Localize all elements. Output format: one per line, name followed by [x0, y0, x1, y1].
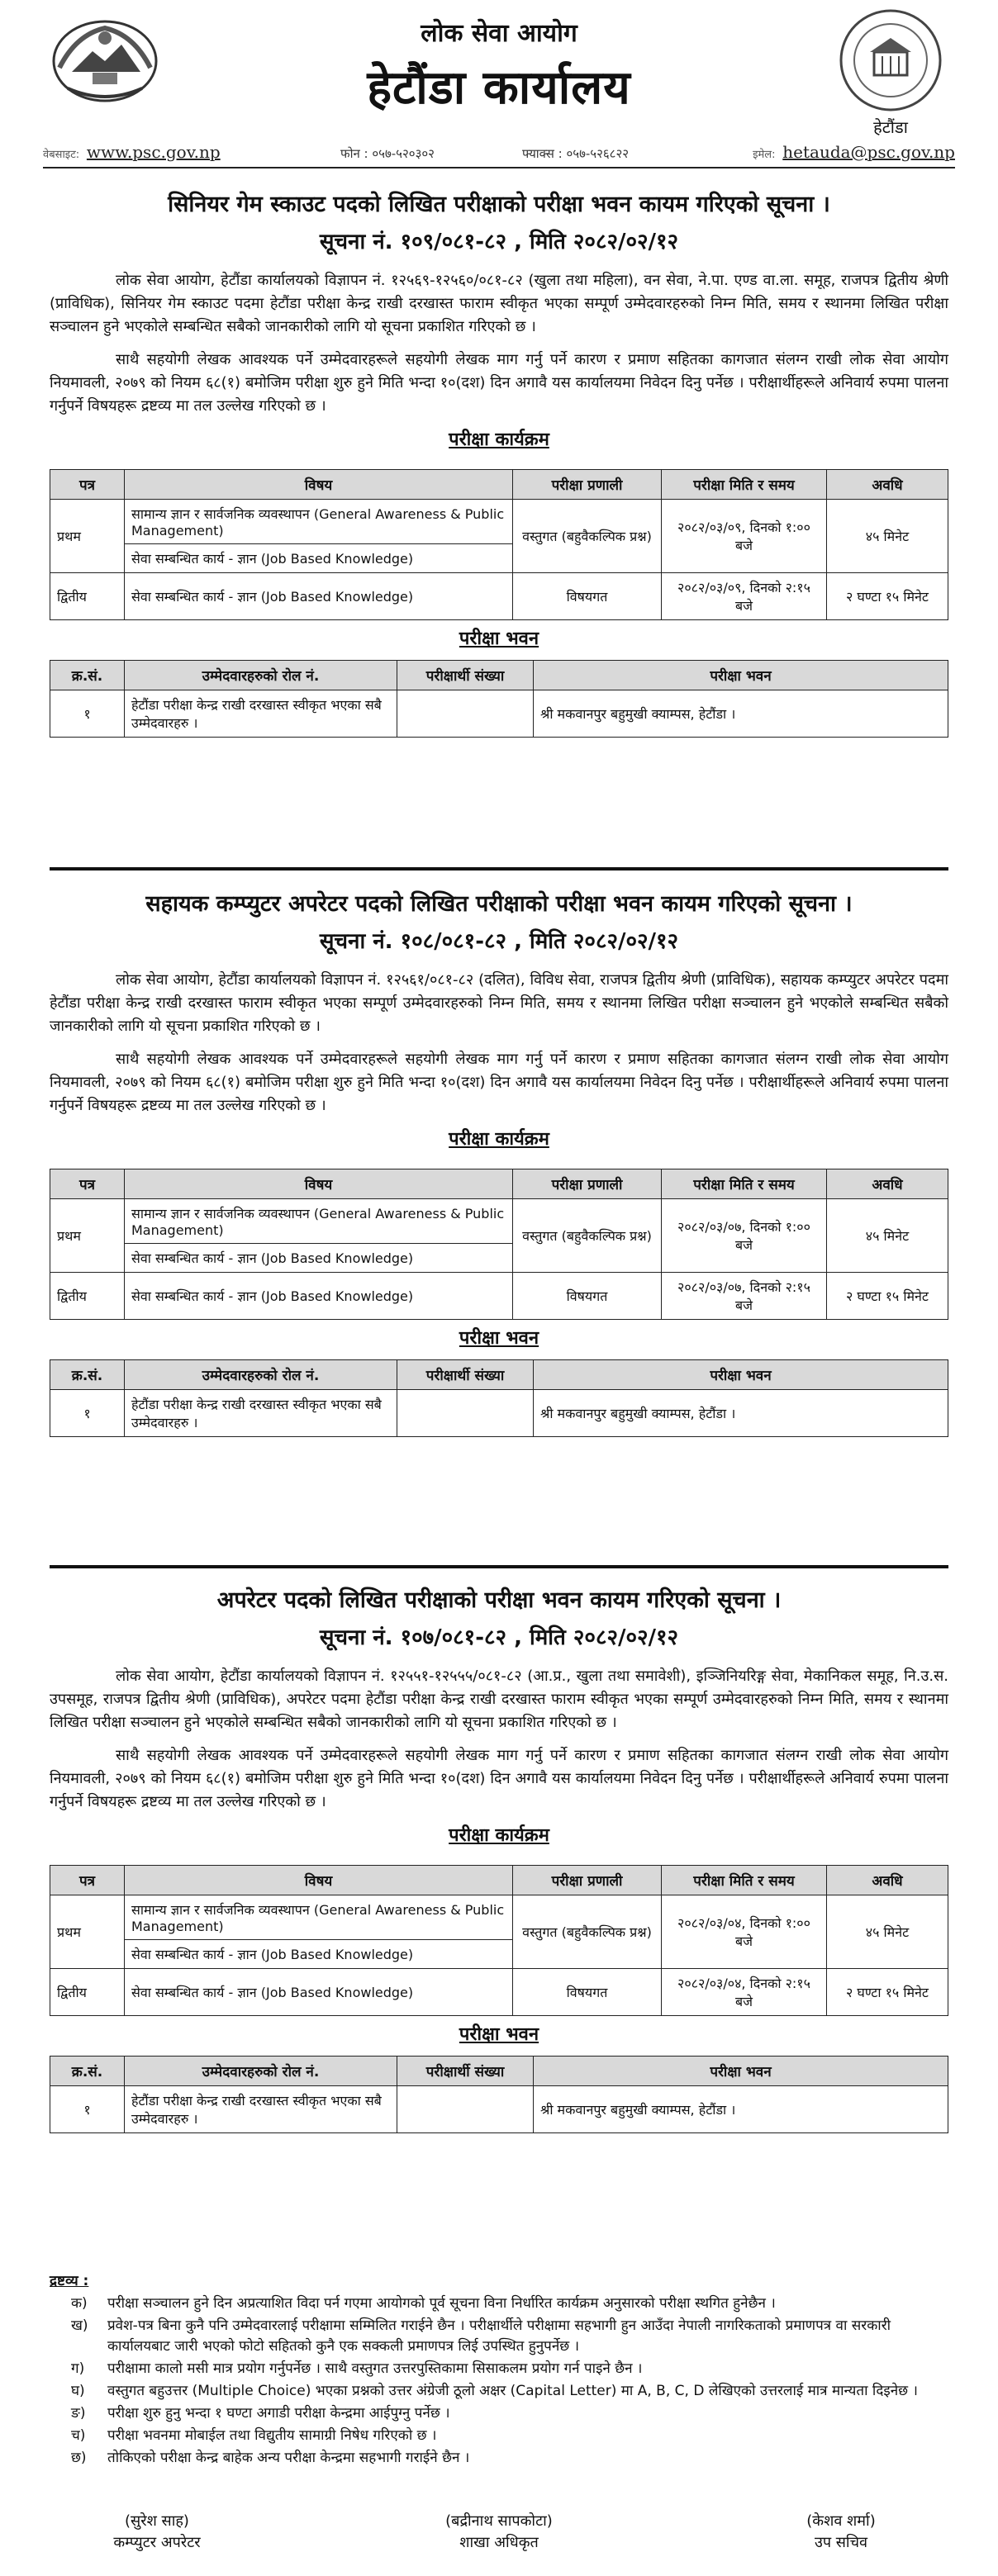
phone-text: फोन : ०५७-५२०३०२ [340, 146, 435, 161]
note-letter: ग) [71, 2360, 85, 2377]
list-item [50, 2403, 948, 2424]
col-duration: अवधि [827, 1169, 948, 1199]
count-cell [397, 2086, 534, 2133]
duration-cell: २ घण्टा १५ मिनेट [827, 573, 948, 620]
col-paper: पत्र [50, 470, 125, 500]
paper-cell: प्रथम [50, 1895, 125, 1969]
list-item [50, 2381, 948, 2402]
org-name: लोक सेवा आयोग [421, 19, 577, 48]
notice-paragraph: लोक सेवा आयोग, हेटौंडा कार्यालयको विज्ञापन नं. १२५५१-१२५५५/०८१-८२ (आ.प्र., खुला तथा समावेशी), इञ्जिनियरिङ्ग सेवा, मेकानिकल समूह, नि.उ.स. उपसमूह, राजपत्र द्वितीय श्रेणी (प्राविधिक), अपरेटर पदमा हेटौंडा परीक्षा केन्द्र राखी दरखास्त फाराम स्वीकृत भएका सम्पूर्ण उम्मेदवारहरुको निम्न मिति, समय र स्थानमा लिखित परीक्षा सञ्चालन हुने भएकोले सम्बन्धित सबैको जानकारीको लागि यो सूचना प्रकाशित गरिएको छ । [50, 1668, 948, 1731]
note-letter: छ) [71, 2450, 87, 2466]
signatory-role: कम्प्युटर अपरेटर [113, 2534, 201, 2551]
datetime-cell: २०८२/०३/०४, दिनको १:०० बजे [662, 1895, 827, 1969]
notice-paragraph: लोक सेवा आयोग, हेटौंडा कार्यालयको विज्ञापन नं. १२५६९-१२५६०/०८१-८२ (खुला तथा महिला), वन सेवा, ने.पा. एण्ड वा.ला. समूह, राजपत्र द्वितीय श्रेणी (प्राविधिक), सिनियर गेम स्काउट पदमा हेटौंडा परीक्षा केन्द्र राखी दरखास्त फाराम स्वीकृत भएका सम्पूर्ण उम्मेदवारहरुको निम्न मिति, समय र स्थानमा लिखित परीक्षा सञ्चालन हुने भएकोले सम्बन्धित सबैको जानकारीको लागि यो सूचना प्रकाशित गरिएको छ । [50, 272, 948, 335]
roll-cell: हेटौंडा परीक्षा केन्द्र राखी दरखास्त स्वीकृत भएका सबै उम्मेदवारहरु । [125, 690, 397, 738]
col-subject: विषय [125, 1866, 513, 1895]
note-text: परीक्षा शुरु हुनु भन्दा १ घण्टा अगाडी परीक्षा केन्द्रमा आईपुग्नु पर्नेछ । [107, 2405, 450, 2422]
email-label: इमेल: [753, 149, 776, 161]
hall-cell: श्री मकवानपुर बहुमुखी क्याम्पस, हेटौंडा । [534, 2086, 948, 2133]
signature-1 [50, 2511, 264, 2554]
psc-logo [833, 7, 948, 139]
duration-cell: ४५ मिनेट [827, 1895, 948, 1969]
col-count: परीक्षार्थी संख्या [397, 661, 534, 690]
letterhead [0, 0, 998, 165]
col-sn: क्र.सं. [50, 2057, 125, 2086]
col-duration: अवधि [827, 1866, 948, 1895]
method-cell: वस्तुगत (बहुवैकल्पिक प्रश्न) [513, 1199, 662, 1273]
datetime-cell: २०८२/०३/०४, दिनको २:१५ बजे [662, 1969, 827, 2016]
col-subject: विषय [125, 470, 513, 500]
duration-cell: २ घण्टा १५ मिनेट [827, 1273, 948, 1320]
col-hall: परीक्षा भवन [534, 2057, 948, 2086]
col-roll: उम्मेदवारहरुको रोल नं. [125, 2057, 397, 2086]
col-datetime: परीक्षा मिति र समय [662, 1866, 827, 1895]
roll-cell: हेटौंडा परीक्षा केन्द्र राखी दरखास्त स्वीकृत भएका सबै उम्मेदवारहरु । [125, 2086, 397, 2133]
note-text: परीक्षा भवनमा मोबाईल तथा विद्युतीय सामाग्री निषेध गरिएको छ । [107, 2427, 437, 2444]
program-title: परीक्षा कार्यक्रम [449, 1129, 549, 1150]
table-header-row [50, 470, 948, 500]
subject-cell: सेवा सम्बन्धित कार्य - ज्ञान (Job Based Knowledge) [125, 1940, 513, 1969]
notice-paragraph-scribe: साथै सहयोगी लेखक आवश्यक पर्ने उम्मेदवारहरूले सहयोगी लेखक माग गर्नु पर्ने कारण र प्रमाण सहितका कागजात संलग्न राखी लोक सेवा आयोग नियमावली, २०७९ को नियम ६८(१) बमोजिम परीक्षा शुरु हुने मिति भन्दा १०(दश) दिन अगावै यस कार्यालयमा निवेदन दिनु पर्नेछ । परीक्षार्थीहरूले अनिवार्य रुपमा पालना गर्नुपर्ने विषयहरू द्रष्टव्य मा तल उल्लेख गरिएको छ । [50, 1747, 948, 1810]
fax-text: फ्याक्स : ०५७-५२६८२२ [522, 146, 630, 161]
table-row [50, 1969, 948, 2016]
duration-cell: ४५ मिनेट [827, 500, 948, 573]
note-letter: च) [71, 2427, 86, 2444]
col-hall: परीक्षा भवन [534, 1360, 948, 1390]
notice-paragraph-scribe: साथै सहयोगी लेखक आवश्यक पर्ने उम्मेदवारहरूले सहयोगी लेखक माग गर्नु पर्ने कारण र प्रमाण सहितका कागजात संलग्न राखी लोक सेवा आयोग नियमावली, २०७९ को नियम ६८(१) बमोजिम परीक्षा शुरु हुने मिति भन्दा १०(दश) दिन अगावै यस कार्यालयमा निवेदन दिनु पर्नेछ । परीक्षार्थीहरूले अनिवार्य रुपमा पालना गर्नुपर्ने विषयहरू द्रष्टव्य मा तल उल्लेख गरिएको छ । [50, 351, 948, 415]
note-text: तोकिएको परीक्षा केन्द्र बाहेक अन्य परीक्षा केन्द्रमा सहभागी गराईने छैन । [107, 2450, 470, 2466]
table-header-row [50, 661, 948, 690]
list-item [50, 2359, 948, 2379]
signatory-role: उप सचिव [814, 2534, 868, 2551]
subject-cell: सेवा सम्बन्धित कार्य - ज्ञान (Job Based Knowledge) [125, 1244, 513, 1273]
website-link[interactable]: www.psc.gov.np [86, 142, 221, 162]
paper-cell: प्रथम [50, 1199, 125, 1273]
note-letter: ङ) [71, 2405, 86, 2422]
notice-title: सिनियर गेम स्काउट पदको लिखित परीक्षाको परीक्षा भवन कायम गरिएको सूचना । [168, 192, 830, 217]
sn-cell: १ [50, 690, 125, 738]
col-hall: परीक्षा भवन [534, 661, 948, 690]
col-count: परीक्षार्थी संख्या [397, 1360, 534, 1390]
notice-title: सहायक कम्प्युटर अपरेटर पदको लिखित परीक्षाको परीक्षा भवन कायम गरिएको सूचना । [145, 891, 853, 917]
schedule-table [50, 469, 948, 620]
count-cell [397, 690, 534, 738]
col-sn: क्र.सं. [50, 1360, 125, 1390]
table-row [50, 1895, 948, 1940]
paper-cell: द्वितीय [50, 1273, 125, 1320]
method-cell: विषयगत [513, 1969, 662, 2016]
table-row [50, 573, 948, 620]
table-header-row [50, 1360, 948, 1390]
table-row [50, 1390, 948, 1437]
col-datetime: परीक्षा मिति र समय [662, 470, 827, 500]
note-text: प्रवेश-पत्र बिना कुनै पनि उम्मेदवारलाई परीक्षामा सम्मिलित गराईने छैन । परीक्षार्थीले परीक्षामा सहभागी हुन आउँदा नेपाली नागरिकताको प्रमाणपत्र वा सरकारी कार्यालयबाट जारी भएको फोटो सहितको कुनै एक सक्कली प्रमाणपत्र लिई उपस्थित हुनुपर्नेछ । [107, 2317, 891, 2355]
col-paper: पत्र [50, 1866, 125, 1895]
notes-section [50, 2271, 948, 2470]
duration-cell: ४५ मिनेट [827, 1199, 948, 1273]
col-subject: विषय [125, 1169, 513, 1199]
list-item [50, 2426, 948, 2446]
roll-cell: हेटौंडा परीक्षा केन्द्र राखी दरखास्त स्वीकृत भएका सबै उम्मेदवारहरु । [125, 1390, 397, 1437]
list-item [50, 2294, 948, 2314]
col-method: परीक्षा प्रणाली [513, 1169, 662, 1199]
notice-paragraph-scribe: साथै सहयोगी लेखक आवश्यक पर्ने उम्मेदवारहरूले सहयोगी लेखक माग गर्नु पर्ने कारण र प्रमाण सहितका कागजात संलग्न राखी लोक सेवा आयोग नियमावली, २०७९ को नियम ६८(१) बमोजिम परीक्षा शुरु हुने मिति भन्दा १०(दश) दिन अगावै यस कार्यालयमा निवेदन दिनु पर्नेछ । परीक्षार्थीहरूले अनिवार्य रुपमा पालना गर्नुपर्ने विषयहरू द्रष्टव्य मा तल उल्लेख गरिएको छ । [50, 1051, 948, 1114]
notice-number: सूचना नं. १०९/०८१-८२ , मिति २०८२/०२/१२ [319, 230, 679, 254]
col-paper: पत्र [50, 1169, 125, 1199]
notes-heading: द्रष्टव्य : [50, 2273, 89, 2289]
subject-cell: सेवा सम्बन्धित कार्य - ज्ञान (Job Based Knowledge) [125, 1273, 513, 1320]
subject-cell: सामान्य ज्ञान र सार्वजनिक व्यवस्थापन (General Awareness & Public Management) [125, 1199, 513, 1244]
datetime-cell: २०८२/०३/०७, दिनको १:०० बजे [662, 1199, 827, 1273]
hall-cell: श्री मकवानपुर बहुमुखी क्याम्पस, हेटौंडा । [534, 1390, 948, 1437]
notice-title: अपरेटर पदको लिखित परीक्षाको परीक्षा भवन कायम गरिएको सूचना । [216, 1587, 782, 1613]
subject-cell: सेवा सम्बन्धित कार्य - ज्ञान (Job Based Knowledge) [125, 1969, 513, 2016]
header-divider [43, 167, 955, 168]
col-method: परीक्षा प्रणाली [513, 470, 662, 500]
hall-title: परीक्षा भवन [459, 629, 539, 649]
hall-table [50, 1359, 948, 1437]
subject-cell: सामान्य ज्ञान र सार्वजनिक व्यवस्थापन (General Awareness & Public Management) [125, 1895, 513, 1940]
hall-table [50, 2056, 948, 2133]
signatory-name: (बद्रीनाथ सापकोटा) [445, 2512, 553, 2530]
contact-bar [43, 142, 955, 165]
method-cell: विषयगत [513, 573, 662, 620]
table-row [50, 1273, 948, 1320]
signatory-role: शाखा अधिकृत [459, 2534, 539, 2551]
paper-cell: द्वितीय [50, 1969, 125, 2016]
signatory-name: (सुरेश साह) [125, 2512, 189, 2530]
hall-table [50, 660, 948, 738]
notice-3 [50, 1584, 948, 2133]
website-label: वेबसाइट: [43, 149, 80, 161]
subject-cell: सेवा सम्बन्धित कार्य - ज्ञान (Job Based Knowledge) [125, 573, 513, 620]
note-letter: क) [71, 2295, 88, 2312]
datetime-cell: २०८२/०३/०९, दिनको १:०० बजे [662, 500, 827, 573]
method-cell: वस्तुगत (बहुवैकल्पिक प्रश्न) [513, 1895, 662, 1969]
hall-title: परीक्षा भवन [459, 1328, 539, 1349]
office-name: हेटौंडा कार्यालय [367, 61, 631, 115]
duration-cell: २ घण्टा १५ मिनेट [827, 1969, 948, 2016]
col-datetime: परीक्षा मिति र समय [662, 1169, 827, 1199]
col-sn: क्र.सं. [50, 661, 125, 690]
method-cell: वस्तुगत (बहुवैकल्पिक प्रश्न) [513, 500, 662, 573]
note-letter: ख) [71, 2317, 88, 2334]
notice-number: सूचना नं. १०७/०८१-८२ , मिति २०८२/०२/१२ [319, 1625, 679, 1650]
hall-cell: श्री मकवानपुर बहुमुखी क्याम्पस, हेटौंडा । [534, 690, 948, 738]
note-text: वस्तुगत बहुउत्तर (Multiple Choice) भएका प्रश्नको उत्तर अंग्रेजी ठूलो अक्षर (Capital Letter) मा A, B, C, D लेखिएको उत्तरलाई मात्र मान्यता दिइनेछ । [107, 2383, 918, 2399]
sn-cell: १ [50, 2086, 125, 2133]
datetime-cell: २०८२/०३/०७, दिनको २:१५ बजे [662, 1273, 827, 1320]
hall-title: परीक्षा भवन [459, 2024, 539, 2045]
email-link[interactable]: hetauda@psc.gov.np [782, 142, 955, 162]
program-title: परीक्षा कार्यक्रम [449, 1825, 549, 1846]
program-title: परीक्षा कार्यक्रम [449, 429, 549, 450]
section-divider [50, 867, 948, 871]
col-roll: उम्मेदवारहरुको रोल नं. [125, 661, 397, 690]
table-row [50, 2086, 948, 2133]
note-text: परीक्षा सञ्चालन हुने दिन अप्रत्याशित विदा पर्न गएमा आयोगको पूर्व सूचना विना निर्धारित कार्यक्रम अनुसारको परीक्षा स्थगित हुनेछैन । [107, 2295, 776, 2312]
psc-seal-icon [837, 7, 944, 114]
table-header-row [50, 1169, 948, 1199]
subject-cell: सेवा सम्बन्धित कार्य - ज्ञान (Job Based Knowledge) [125, 544, 513, 573]
method-cell: विषयगत [513, 1273, 662, 1320]
schedule-table [50, 1865, 948, 2016]
signature-block [50, 2511, 948, 2569]
datetime-cell: २०८२/०३/०९, दिनको २:१५ बजे [662, 573, 827, 620]
notice-paragraph: लोक सेवा आयोग, हेटौंडा कार्यालयको विज्ञापन नं. १२५६१/०८१-८२ (दलित), विविध सेवा, राजपत्र द्वितीय श्रेणी (प्राविधिक), सहायक कम्प्युटर अपरेटर पदमा हेटौंडा परीक्षा केन्द्र राखी दरखास्त फाराम स्वीकृत भएका सम्पूर्ण उम्मेदवारहरुको निम्न मिति, समय र स्थानमा लिखित परीक्षा सञ्चालन हुने भएकोले सम्बन्धित सबैको जानकारीको लागि यो सूचना प्रकाशित गरिएको छ । [50, 971, 948, 1035]
col-roll: उम्मेदवारहरुको रोल नं. [125, 1360, 397, 1390]
table-header-row [50, 1866, 948, 1895]
list-item [50, 2316, 948, 2357]
table-row [50, 690, 948, 738]
notice-1 [50, 188, 948, 738]
notice-number: सूचना नं. १०८/०८१-८२ , मिति २०८२/०२/१२ [319, 929, 679, 954]
paper-cell: प्रथम [50, 500, 125, 573]
note-text: परीक्षामा कालो मसी मात्र प्रयोग गर्नुपर्नेछ । साथै वस्तुगत उत्तरपुस्तिकामा सिसाकलम प्रयोग गर्न पाइने छैन । [107, 2360, 643, 2377]
table-header-row [50, 2057, 948, 2086]
count-cell [397, 1390, 534, 1437]
table-row [50, 500, 948, 544]
signature-3 [734, 2511, 948, 2554]
logo-caption: हेटौंडा [873, 117, 908, 137]
section-divider [50, 1565, 948, 1568]
table-row [50, 1199, 948, 1244]
col-method: परीक्षा प्रणाली [513, 1866, 662, 1895]
col-duration: अवधि [827, 470, 948, 500]
col-count: परीक्षार्थी संख्या [397, 2057, 534, 2086]
note-letter: घ) [71, 2383, 85, 2399]
notice-2 [50, 888, 948, 1437]
signature-2 [392, 2511, 606, 2554]
signatory-name: (केशव शर्मा) [806, 2512, 876, 2530]
list-item [50, 2448, 948, 2469]
paper-cell: द्वितीय [50, 573, 125, 620]
sn-cell: १ [50, 1390, 125, 1437]
subject-cell: सामान्य ज्ञान र सार्वजनिक व्यवस्थापन (General Awareness & Public Management) [125, 500, 513, 544]
schedule-table [50, 1169, 948, 1320]
